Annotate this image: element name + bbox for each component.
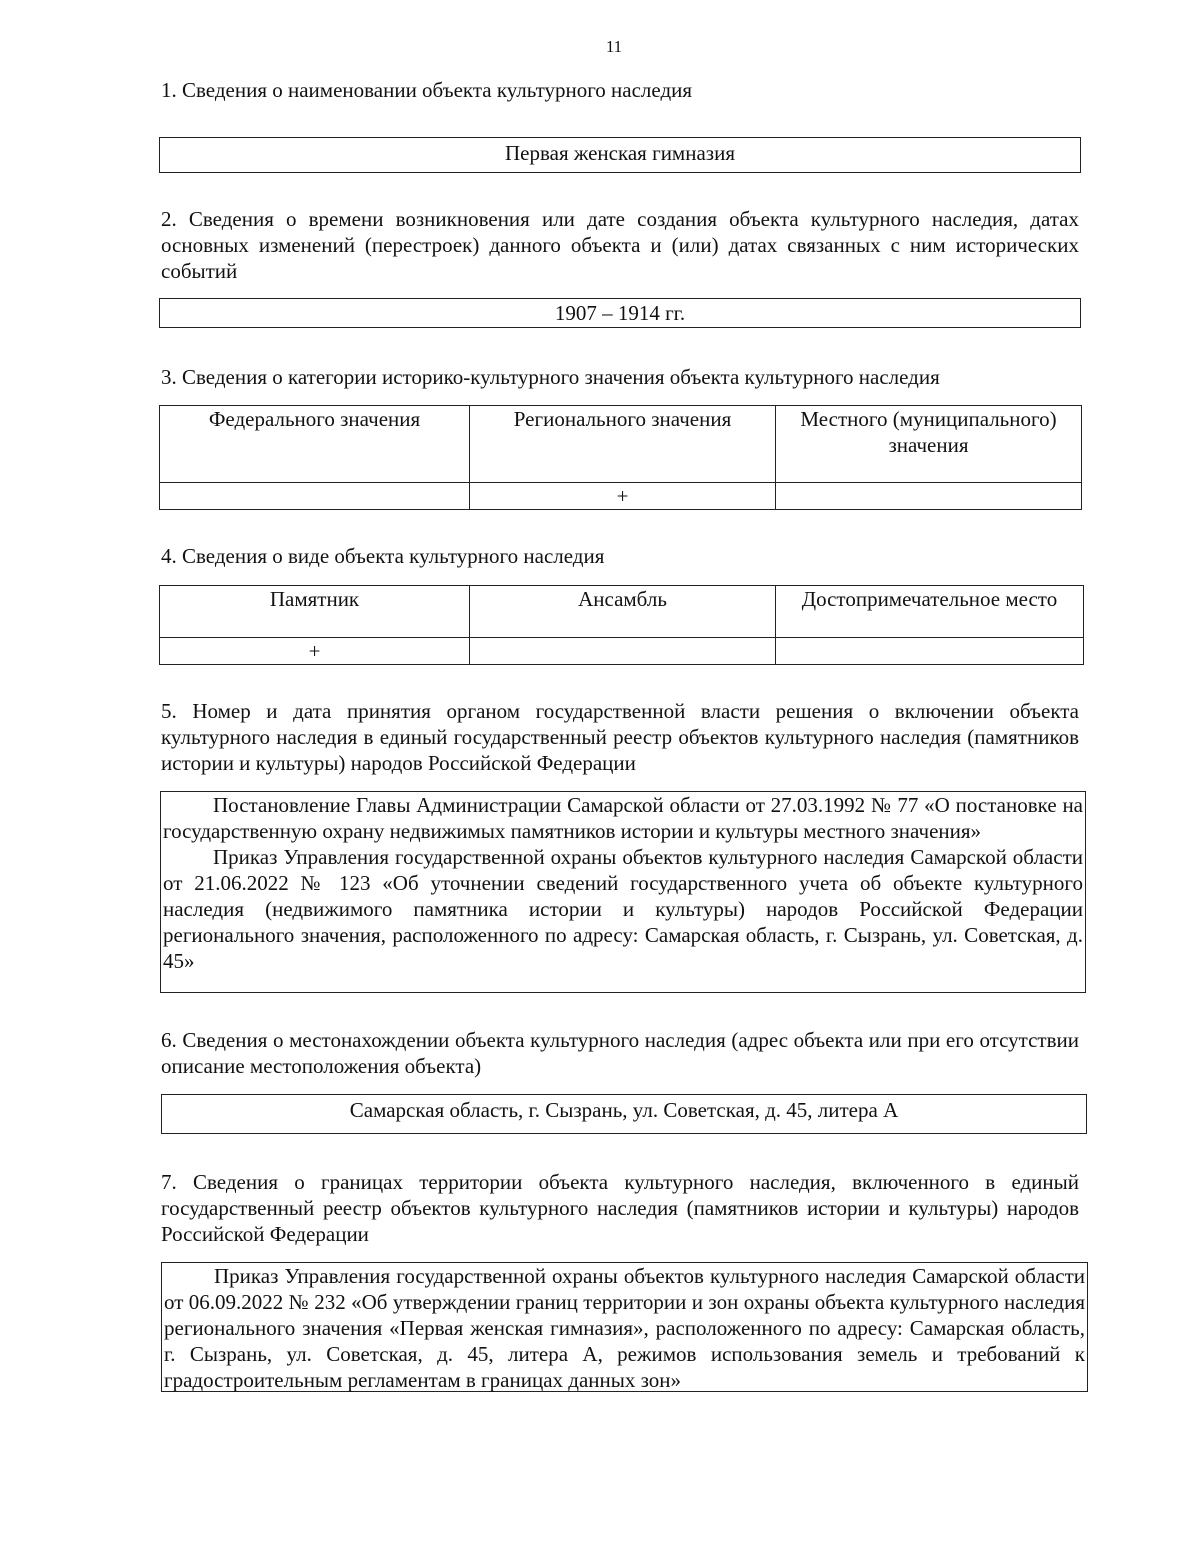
- header-local: Местного (муниципального) значения: [776, 406, 1082, 483]
- section-4-title: 4. Сведения о виде объекта культурного наследия: [161, 544, 605, 568]
- object-name-box: [159, 137, 1081, 173]
- mark-local: [776, 483, 1082, 510]
- territory-boundaries-box: [161, 1262, 1088, 1392]
- header-regional: Регионального значения: [470, 406, 776, 483]
- creation-dates: 1907 – 1914 гг.: [554, 301, 686, 325]
- header-landmark: Достопримечательное место: [776, 586, 1084, 638]
- registry-decision-box: [160, 791, 1086, 993]
- object-address: Самарская область, г. Сызрань, ул. Советская, д. 45, литера А: [349, 1098, 899, 1122]
- mark-regional: +: [470, 483, 776, 510]
- header-monument: Памятник: [160, 586, 470, 638]
- section-6-title: 6. Сведения о местонахождении объекта культурного наследия (адрес объекта или при его отсутствии описание местоположения объекта): [161, 1028, 1079, 1078]
- section-2-title: 2. Сведения о времени возникновения или дате создания объекта культурного наследия, датах основных изменений (перестроек) данного объекта и (или) датах связанных с ним исторических событий: [161, 207, 1079, 283]
- section-3-title: 3. Сведения о категории историко-культурного значения объекта культурного наследия: [161, 365, 940, 389]
- mark-ensemble: [470, 638, 776, 665]
- header-ensemble: Ансамбль: [470, 586, 776, 638]
- significance-category-table: [159, 405, 1082, 510]
- mark-federal: [160, 483, 470, 510]
- address-box: [161, 1094, 1087, 1134]
- territory-boundaries-order: Приказ Управления государственной охраны объектов культурного наследия Самарской области от 06.09.2022 № 232 «Об утверждении границ территории и зон охраны объекта культурного наследия регионального значения «Первая женская гимназия», расположенного по адресу: Самарская область, г. Сызрань, ул. Советская, д. 45, литера А, режимов использования земель и требований к градостроительным регламентам в границах данных зон»: [164, 1264, 1085, 1392]
- section-5-title: 5. Номер и дата принятия органом государственной власти решения о включении объекта культурного наследия в единый государственный реестр объектов культурного наследия (памятников истории и культуры) народов Российской Федерации: [161, 699, 1079, 775]
- header-federal: Федерального значения: [160, 406, 470, 483]
- dates-box: [159, 298, 1081, 328]
- mark-landmark: [776, 638, 1084, 665]
- mark-monument: +: [160, 638, 470, 665]
- object-name: Первая женская гимназия: [505, 141, 735, 165]
- registry-decision-1: Постановление Главы Администрации Самарской области от 27.03.1992 № 77 «О постановке на государственную охрану недвижимых памятников истории и культуры местного значения»: [163, 793, 1083, 843]
- section-7-title: 7. Сведения о границах территории объекта культурного наследия, включенного в единый государственный реестр объектов культурного наследия (памятников истории и культуры) народов Российской Федерации: [161, 1170, 1079, 1246]
- registry-decision-2: Приказ Управления государственной охраны объектов культурного наследия Самарской области от 21.06.2022 № 123 «Об уточнении сведений государственного учета об объекте культурного наследия (недвижимого памятника истории и культуры) народов Российской Федерации регионального значения, расположенного по адресу: Самарская область, г. Сызрань, ул. Советская, д. 45»: [163, 845, 1083, 973]
- page-number: 11: [605, 37, 623, 56]
- object-type-table: [159, 585, 1084, 665]
- section-1-title: 1. Сведения о наименовании объекта культурного наследия: [161, 78, 693, 102]
